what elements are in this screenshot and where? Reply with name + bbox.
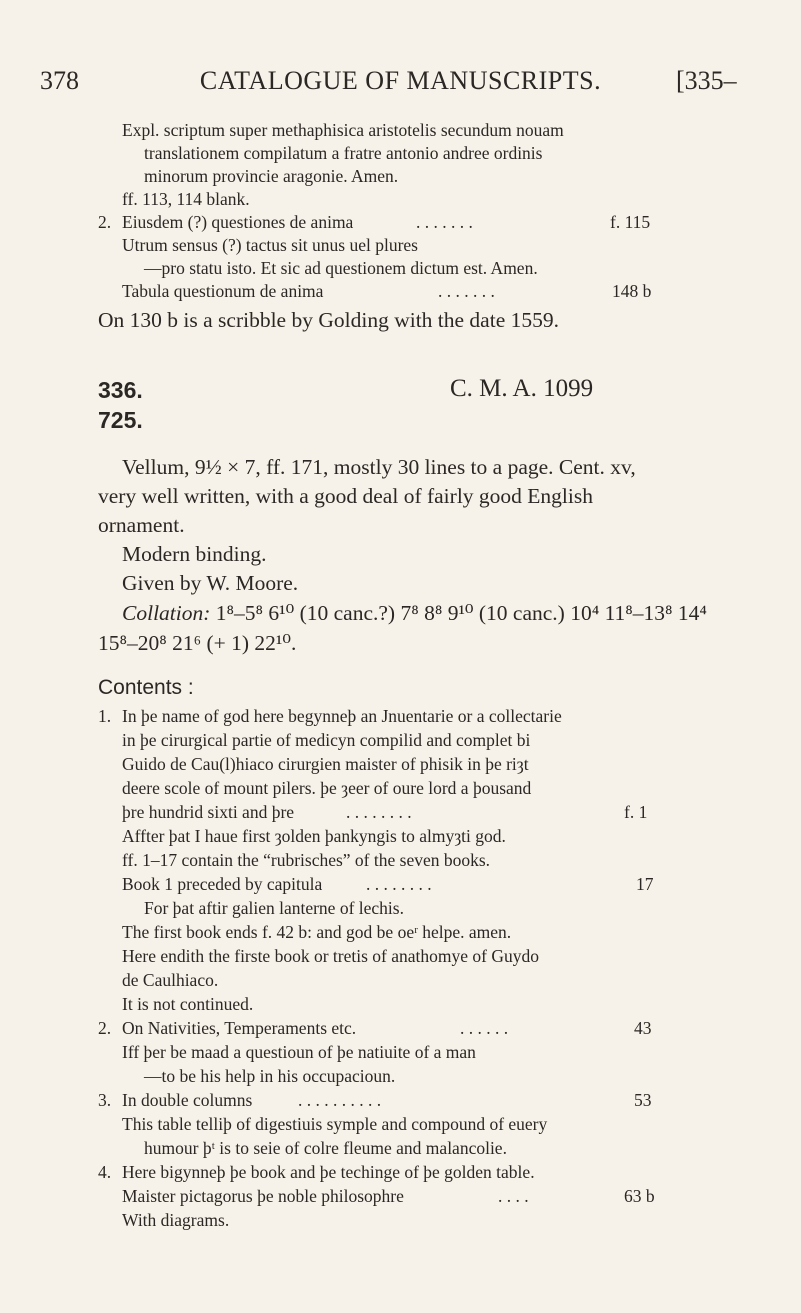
content-line: in þe cirurgical partie of medicyn compilid and complet bi bbox=[122, 730, 531, 750]
item-number: 1. bbox=[98, 706, 112, 726]
prev-line: ff. 113, 114 blank. bbox=[122, 189, 250, 209]
content-line: humour þᵗ is to seie of colre fleume and malancolie. bbox=[144, 1138, 507, 1158]
page-number: 378 bbox=[40, 66, 79, 95]
provenance-note: Given by W. Moore. bbox=[122, 571, 299, 595]
folio-ref: 148 b bbox=[612, 281, 652, 301]
binding-note: Modern binding. bbox=[122, 542, 267, 566]
content-line: Iff þer be maad a questioun of þe natiuite of a man bbox=[122, 1042, 476, 1062]
folio-ref: 53 bbox=[634, 1090, 652, 1110]
scribble-note: On 130 b is a scribble by Golding with the date 1559. bbox=[98, 308, 559, 332]
dot-leader: . . . . . . . . . . bbox=[298, 1090, 382, 1110]
prev-line: Tabula questionum de anima bbox=[122, 281, 324, 301]
prev-line: Eiusdem (?) questiones de anima bbox=[122, 212, 354, 232]
item-number: 2. bbox=[98, 212, 112, 232]
collation-line bbox=[122, 601, 707, 626]
old-entry-number: 725. bbox=[98, 407, 143, 433]
item-number: 2. bbox=[98, 1018, 112, 1038]
content-line: In þe name of god here begynneþ an Jnuentarie or a collectarie bbox=[122, 706, 562, 726]
contents-heading: Contents : bbox=[98, 676, 194, 699]
folio-ref: f. 1 bbox=[624, 802, 648, 822]
prev-line: Utrum sensus (?) tactus sit unus uel plures bbox=[122, 235, 418, 255]
dot-leader: . . . . . . bbox=[460, 1018, 509, 1038]
running-header bbox=[0, 66, 801, 106]
description-line: ornament. bbox=[98, 513, 185, 537]
folio-ref: 63 b bbox=[624, 1186, 655, 1206]
description-line: very well written, with a good deal of fairly good English bbox=[98, 484, 593, 508]
content-line: Here endith the firste book or tretis of anathomye of Guydo bbox=[122, 946, 539, 966]
content-line: þre hundrid sixti and þre bbox=[122, 802, 295, 822]
content-line: ff. 1–17 contain the “rubrisches” of the seven books. bbox=[122, 850, 491, 870]
shelfmark: C. M. A. 1099 bbox=[450, 375, 594, 402]
content-line: Guido de Cau(l)hiaco cirurgien maister of phisik in þe riȝt bbox=[122, 754, 529, 774]
dot-leader: . . . . . . . . bbox=[366, 874, 432, 894]
content-line: On Nativities, Temperaments etc. bbox=[122, 1018, 357, 1038]
dot-leader: . . . . . . . bbox=[438, 281, 495, 301]
description-line: Vellum, 9½ × 7, ff. 171, mostly 30 lines to a page. Cent. xv, bbox=[122, 455, 636, 479]
content-line: de Caulhiaco. bbox=[122, 970, 219, 990]
item-number: 3. bbox=[98, 1090, 112, 1110]
content-line: For þat aftir galien lanterne of lechis. bbox=[144, 898, 404, 918]
content-line: This table telliþ of digestiuis symple and compound of euery bbox=[122, 1114, 548, 1134]
collation-formula: 1⁸–5⁸ 6¹⁰ (10 canc.?) 7⁸ 8⁸ 9¹⁰ (10 canc.) 10⁴ 11⁸–13⁸ 14⁴ bbox=[215, 601, 707, 625]
prev-line: Expl. scriptum super methaphisica aristotelis secundum nouam bbox=[122, 120, 564, 140]
collation-line-2: 15⁸–20⁸ 21⁶ (+ 1) 22¹⁰. bbox=[98, 631, 297, 655]
folio-ref: f. 115 bbox=[610, 212, 651, 232]
content-line: In double columns bbox=[122, 1090, 253, 1110]
content-line: Here bigynneþ þe book and þe techinge of þe golden table. bbox=[122, 1162, 535, 1182]
content-line: —to be his help in his occupacioun. bbox=[144, 1066, 396, 1086]
prev-line: translationem compilatum a fratre antonio andree ordinis bbox=[144, 143, 543, 163]
content-line: It is not continued. bbox=[122, 994, 254, 1014]
folio-ref: 43 bbox=[634, 1018, 652, 1038]
content-line: Book 1 preceded by capitula bbox=[122, 874, 323, 894]
item-number: 4. bbox=[98, 1162, 112, 1182]
prev-line: minorum provincie aragonie. Amen. bbox=[144, 166, 399, 186]
section-marker: [335– bbox=[676, 66, 737, 95]
prev-line: —pro statu isto. Et sic ad questionem dictum est. Amen. bbox=[144, 258, 538, 278]
collation-label: Collation: bbox=[122, 601, 211, 625]
content-line: Affter þat I haue first ȝolden þankyngis to almyȝti god. bbox=[122, 826, 506, 846]
dot-leader: . . . . . . . bbox=[416, 212, 473, 232]
content-line: With diagrams. bbox=[122, 1210, 230, 1230]
content-line: deere scole of mount pilers. þe ȝeer of oure lord a þousand bbox=[122, 778, 532, 798]
entry-number: 336. bbox=[98, 377, 143, 403]
dot-leader: . . . . . . . . bbox=[346, 802, 412, 822]
content-line: Maister pictagorus þe noble philosophre bbox=[122, 1186, 404, 1206]
dot-leader: . . . . bbox=[498, 1186, 529, 1206]
content-line: The first book ends f. 42 b: and god be oeʳ helpe. amen. bbox=[122, 922, 512, 942]
folio-ref: 17 bbox=[636, 874, 654, 894]
running-title: CATALOGUE OF MANUSCRIPTS. bbox=[199, 66, 602, 95]
